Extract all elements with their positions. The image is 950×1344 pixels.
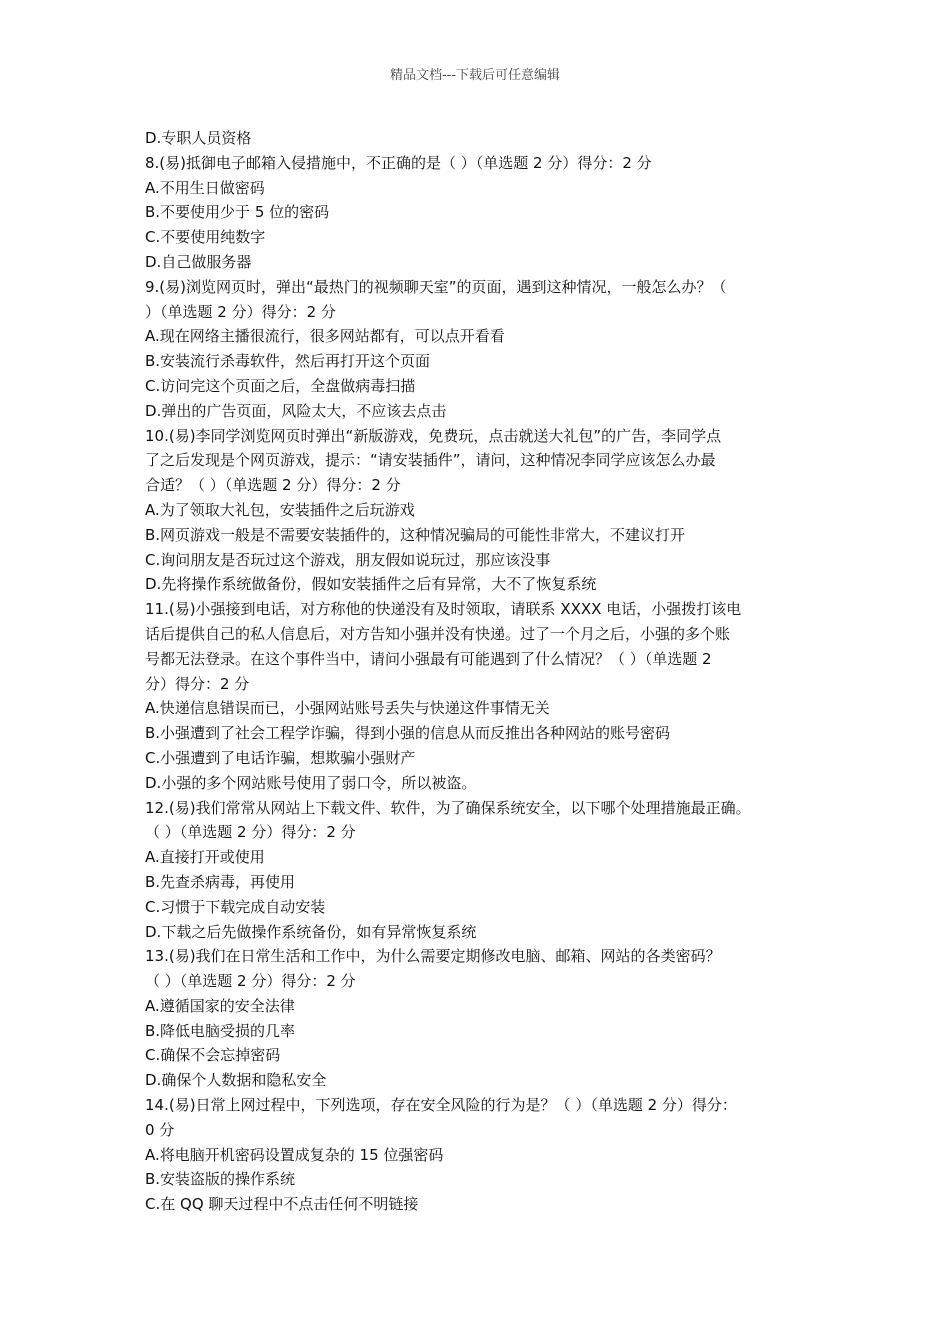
text-line: A.快递信息错误而已，小强网站账号丢失与快递这件事情无关 (145, 699, 550, 718)
text-line: 8.(易)抵御电子邮箱入侵措施中，不正确的是（ ）（单选题 2 分）得分：2 分 (145, 153, 652, 172)
text-line: 14.(易)日常上网过程中，下列选项，存在安全风险的行为是？（ ）（单选题 2 分）得分： (145, 1096, 737, 1115)
text-line: D.自己做服务器 (145, 252, 252, 271)
text-line: A.直接打开或使用 (145, 848, 265, 867)
text-line: 11.(易)小强接到电话，对方称他的快递没有及时领取，请联系 XXXX 电话，小强拨打该电 (145, 600, 742, 619)
text-line: A.不用生日做密码 (145, 178, 265, 197)
text-line: 12.(易)我们常常从网站上下载文件、软件，为了确保系统安全，以下哪个处理措施最正确。 (145, 798, 751, 817)
text-line: 号都无法登录。在这个事件当中，请问小强最有可能遇到了什么情况？（ ）（单选题 2 (145, 649, 712, 668)
text-line: A.为了领取大礼包，安装插件之后玩游戏 (145, 500, 415, 519)
text-line: D.确保个人数据和隐私安全 (145, 1071, 327, 1090)
text-line: B.安装流行杀毒软件，然后再打开这个页面 (145, 352, 431, 371)
text-line: （ ）（单选题 2 分）得分：2 分 (145, 972, 356, 991)
text-line: D.先将操作系统做备份，假如安装插件之后有异常，大不了恢复系统 (145, 575, 597, 594)
text-line: D.专职人员资格 (145, 129, 252, 147)
text-line: C.确保不会忘掉密码 (145, 1046, 281, 1065)
text-line: A.现在网络主播很流行，很多网站都有，可以点开看看 (145, 327, 505, 346)
text-line: D.小强的多个网站账号使用了弱口令，所以被盗。 (145, 773, 477, 792)
text-line: B.网页游戏一般是不需要安装插件的，这种情况骗局的可能性非常大，不建议打开 (145, 525, 686, 544)
text-line: B.安装盗版的操作系统 (145, 1170, 296, 1189)
text-line: A.遵循国家的安全法律 (145, 996, 295, 1015)
text-line: C.习惯于下载完成自动安装 (145, 897, 326, 916)
text-line: A.将电脑开机密码设置成复杂的 15 位强密码 (145, 1145, 444, 1164)
text-line: 了之后发现是个网页游戏，提示：“请安装插件”，请问，这种情况李同学应该怎么办最 (145, 451, 716, 470)
document-body (145, 126, 825, 1217)
text-line: 9.(易)浏览网页时，弹出“最热门的视频聊天室”的页面，遇到这种情况，一般怎么办？（ (145, 277, 727, 296)
text-line: 合适？（ ）（单选题 2 分）得分：2 分 (145, 476, 401, 495)
text-line: C.小强遭到了电话诈骗，想欺骗小强财产 (145, 748, 416, 767)
text-line: B.降低电脑受损的几率 (145, 1021, 296, 1040)
text-line: B.小强遭到了社会工程学诈骗，得到小强的信息从而反推出各种网站的账号密码 (145, 724, 671, 743)
text-line: （ ）（单选题 2 分）得分：2 分 (145, 823, 356, 842)
text-line: B.不要使用少于 5 位的密码 (145, 203, 330, 222)
text-line: D.弹出的广告页面，风险太大，不应该去点击 (145, 401, 447, 420)
page-header: 精品文档---下载后可任意编辑 (389, 68, 561, 83)
text-line: ）（单选题 2 分）得分：2 分 (145, 302, 336, 321)
text-line: C.不要使用纯数字 (145, 228, 266, 247)
text-line: D.下载之后先做操作系统备份，如有异常恢复系统 (145, 922, 477, 941)
text-line: C.询问朋友是否玩过这个游戏，朋友假如说玩过，那应该没事 (145, 550, 551, 569)
text-line: C.访问完这个页面之后，全盘做病毒扫描 (145, 376, 416, 395)
text-line: B.先查杀病毒，再使用 (145, 872, 296, 891)
text-line: 13.(易)我们在日常生活和工作中，为什么需要定期修改电脑、邮箱、网站的各类密码？ (145, 947, 721, 966)
text-line: 10.(易)李同学浏览网页时弹出“新版游戏，免费玩，点击就送大礼包”的广告，李同学点 (145, 426, 722, 445)
text-line: 分）得分：2 分 (145, 674, 250, 693)
text-line: 话后提供自己的私人信息后，对方告知小强并没有快递。过了一个月之后，小强的多个账 (145, 624, 731, 643)
text-line: 0 分 (145, 1120, 175, 1139)
text-line: C.在 QQ 聊天过程中不点击任何不明链接 (145, 1195, 419, 1214)
